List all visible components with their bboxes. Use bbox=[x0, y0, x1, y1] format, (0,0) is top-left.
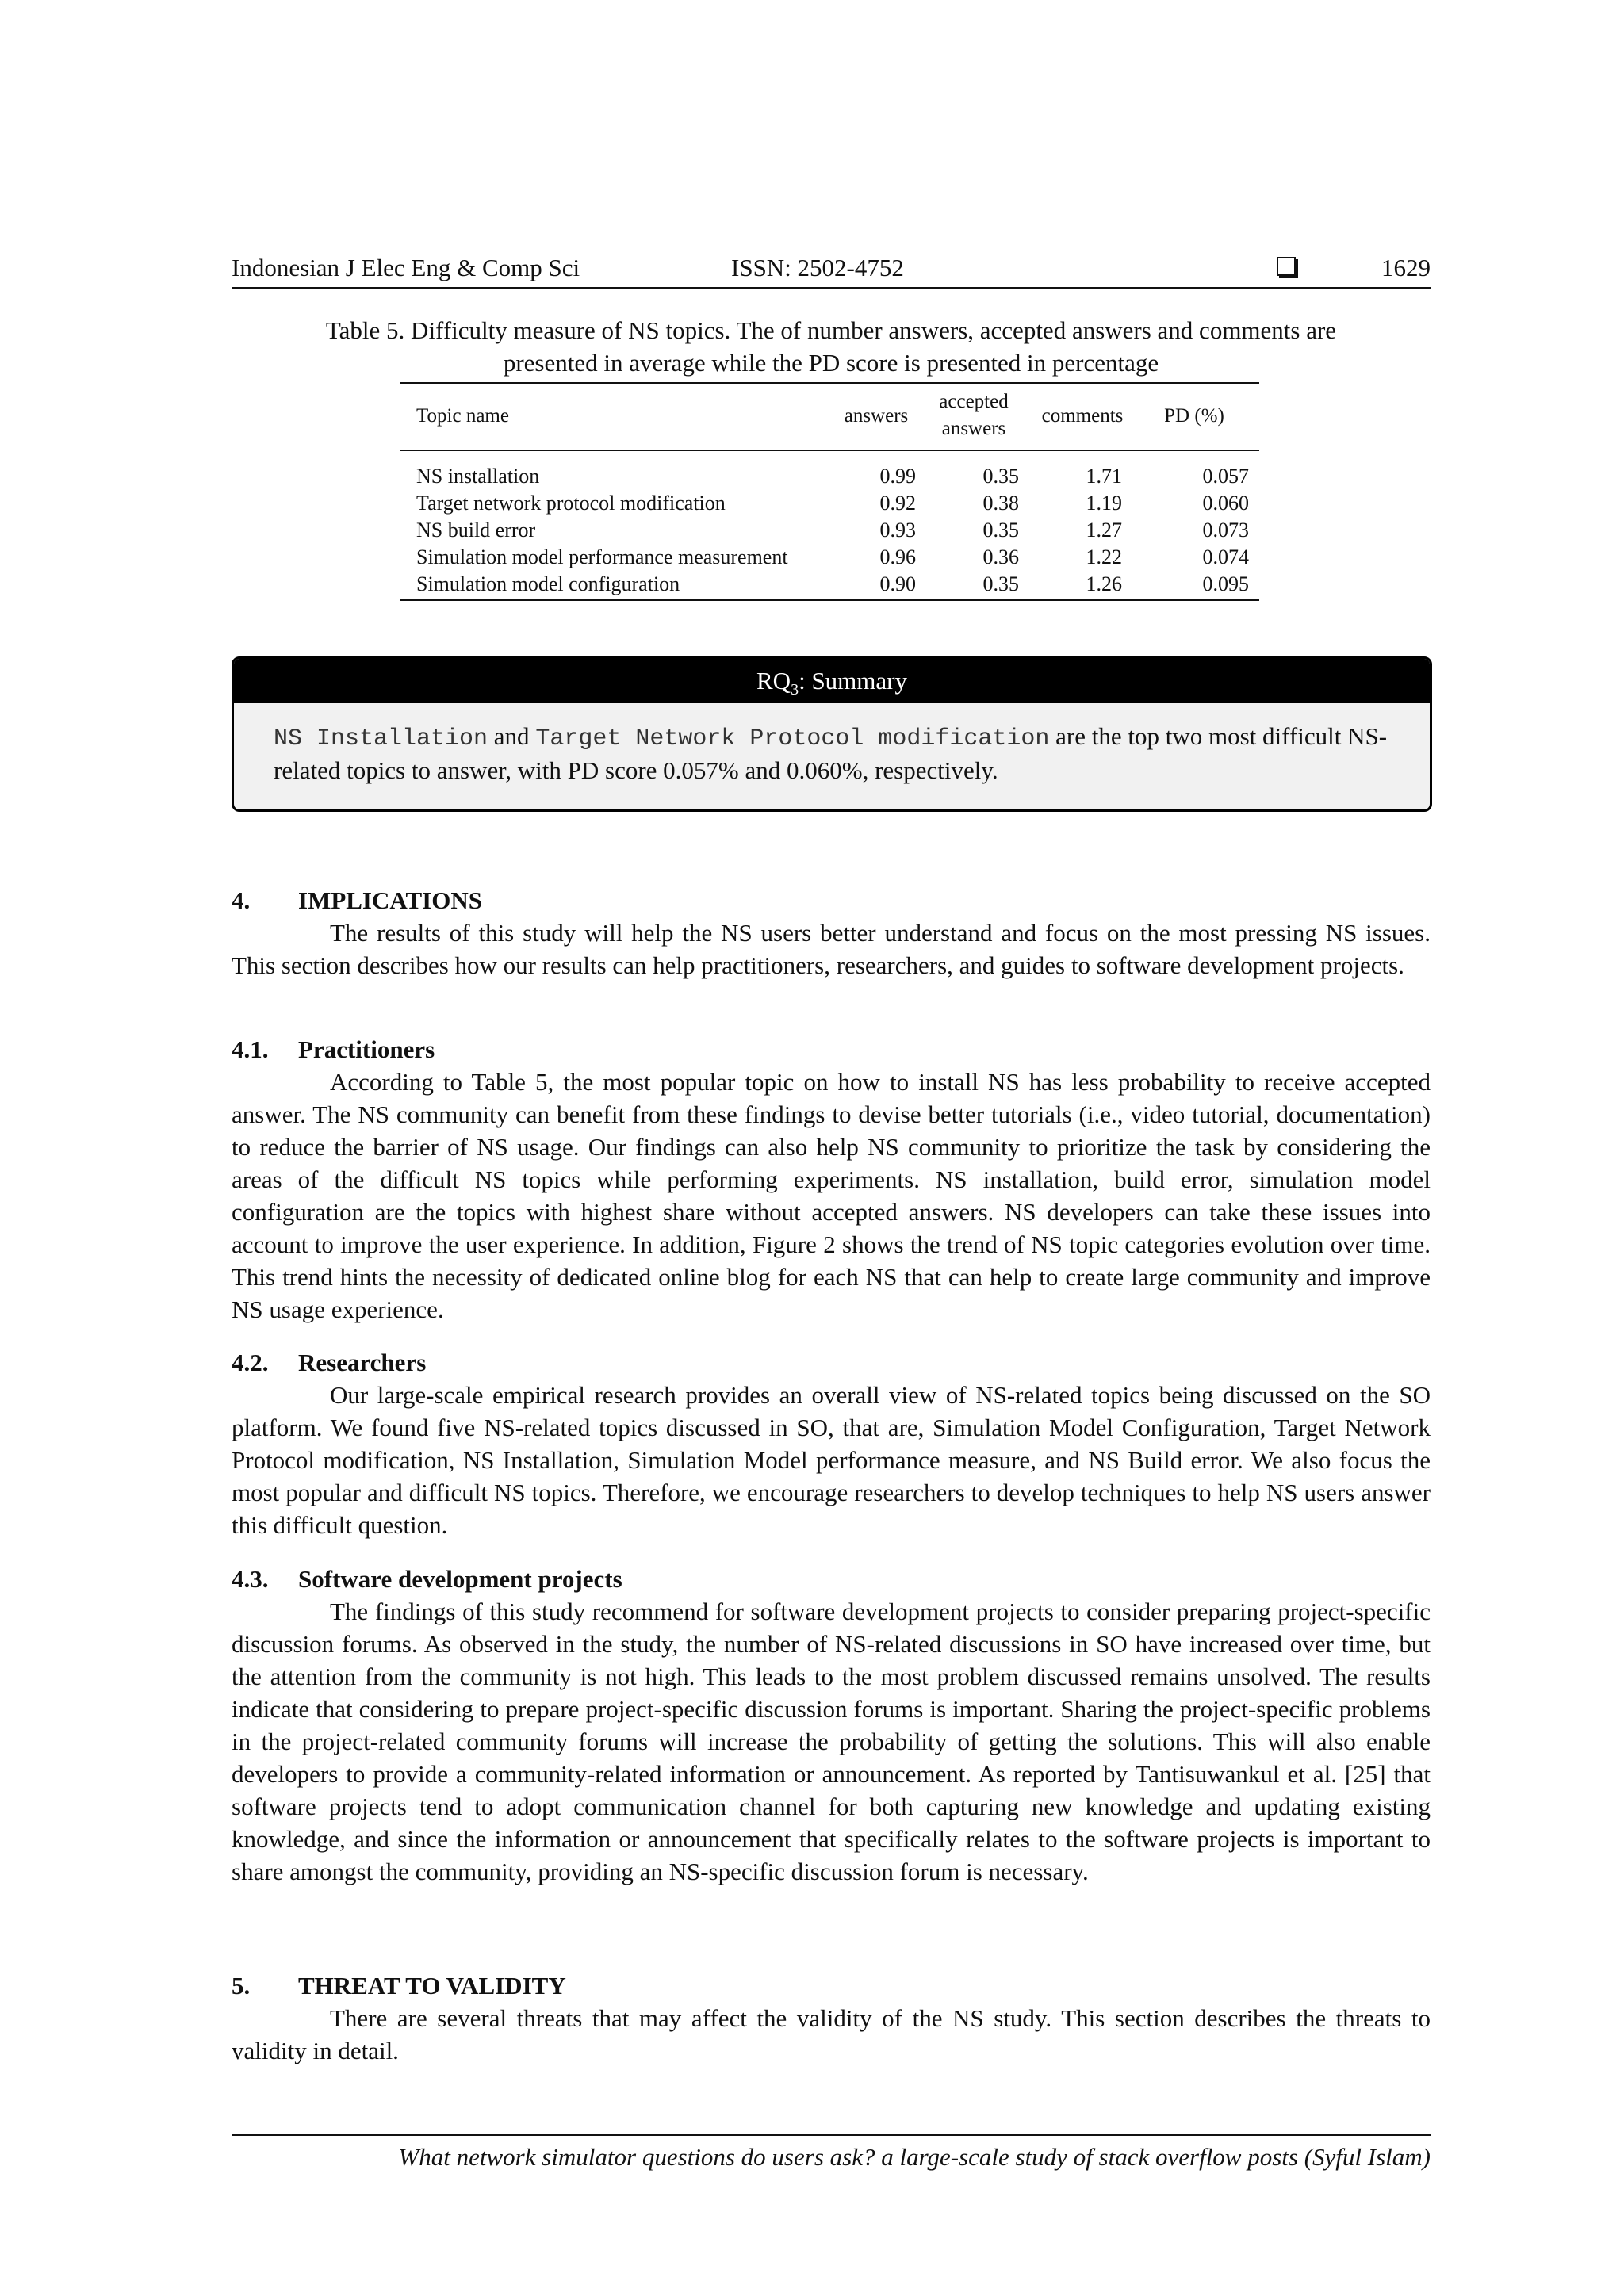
summary-code-target-protocol: Target Network Protocol modification bbox=[535, 725, 1050, 752]
cell-pd: 0.073 bbox=[1202, 519, 1249, 541]
section-number: 4. bbox=[232, 886, 251, 914]
cell-answers: 0.92 bbox=[879, 492, 916, 515]
section-heading-5 bbox=[232, 1969, 566, 2002]
cell-accepted: 0.35 bbox=[982, 465, 1019, 488]
summary-code-ns-installation: NS Installation bbox=[274, 725, 488, 752]
section-title: Practitioners bbox=[298, 1035, 435, 1063]
cell-topic: NS installation bbox=[416, 465, 540, 488]
cell-pd: 0.057 bbox=[1202, 465, 1249, 488]
running-header bbox=[232, 252, 1431, 289]
section-title: Software development projects bbox=[298, 1565, 622, 1593]
rq3-summary-box bbox=[232, 656, 1432, 812]
footer-rule bbox=[232, 2134, 1431, 2136]
cell-answers: 0.93 bbox=[879, 519, 916, 541]
section-title: THREAT TO VALIDITY bbox=[298, 1972, 566, 1999]
issn: ISSN: 2502-4752 bbox=[731, 254, 904, 281]
cell-topic: Target network protocol modification bbox=[416, 492, 726, 515]
summary-title-subscript: 3 bbox=[791, 681, 799, 699]
paragraph-threats: There are several threats that may affect the validity of the NS study. This section describes the threats to validity in detail. bbox=[232, 2004, 1431, 2064]
paragraph-implications: The results of this study will help the NS users better understand and focus on the most pressing NS issues. This section describes how our results can help practitioners, researchers, and guides to software development projects. bbox=[232, 919, 1431, 979]
cell-accepted: 0.35 bbox=[982, 572, 1019, 595]
square-box-icon bbox=[1277, 257, 1296, 276]
summary-title-suffix: : Summary bbox=[799, 667, 907, 695]
summary-text: are the top two most difficult NS-related topics to answer, with PD score 0.057% and 0.060%, respectively. bbox=[274, 722, 1388, 784]
section-number: 4.1. bbox=[232, 1035, 269, 1063]
paragraph-software-projects: The findings of this study recommend for software development projects to consider preparing project-specific discussion forums. As observed in the study, the number of NS-related discussions in SO have increased over time, but the attention from the community is not high. This leads to the most problem discussed remains unsolved. The results indicate that considering to prepare project-specific discussion forums is important. Sharing the project-specific problems in the project-related community forums will increase the probability of getting the solutions. This will also enable developers to provide a community-related information or announcement. As reported by Tantisuwankul et al. [25] that software projects tend to adopt communication channel for both capturing new knowledge and updating existing knowledge, and since the information or announcement that specifically relates to the software projects is important to share amongst the community, providing an NS-specific discussion forum is necessary. bbox=[232, 1598, 1431, 1885]
cell-comments: 1.71 bbox=[1086, 465, 1122, 488]
cell-answers: 0.90 bbox=[879, 572, 916, 595]
cell-pd: 0.074 bbox=[1202, 545, 1249, 568]
cell-accepted: 0.36 bbox=[982, 545, 1019, 568]
table-mid-rule bbox=[400, 450, 1259, 451]
col-header-topic: Topic name bbox=[416, 405, 509, 427]
journal-name: Indonesian J Elec Eng & Comp Sci bbox=[232, 254, 580, 281]
section-title: Researchers bbox=[298, 1349, 427, 1376]
summary-title bbox=[234, 659, 1430, 703]
section-title: IMPLICATIONS bbox=[298, 886, 482, 914]
cell-comments: 1.27 bbox=[1086, 519, 1122, 541]
paragraph-practitioners: According to Table 5, the most popular topic on how to install NS has less probability to receive accepted answer. The NS community can benefit from these findings to devise better tutorials (i.e., video tutorial, documentation) to reduce the barrier of NS usage. Our findings can also help NS community to prioritize the task by considering the areas of the difficult NS topics while performing experiments. NS installation, build error, simulation model configuration are the topics with highest share without accepted answers. NS developers can take these issues into account to improve the user experience. In addition, Figure 2 shows the trend of NS topic categories evolution over time. This trend hints the necessity of dedicated online blog for each NS that can help to create large community and improve NS usage experience. bbox=[232, 1068, 1431, 1323]
section-heading-4 bbox=[232, 884, 482, 916]
col-header-accepted bbox=[930, 388, 1017, 442]
cell-comments: 1.19 bbox=[1086, 492, 1122, 515]
table-bottom-rule bbox=[400, 599, 1259, 601]
col-header-accepted-line-1: accepted bbox=[939, 391, 1009, 412]
summary-body bbox=[234, 703, 1430, 786]
cell-answers: 0.96 bbox=[879, 545, 916, 568]
cell-pd: 0.095 bbox=[1202, 572, 1249, 595]
table-row bbox=[400, 490, 1259, 517]
section-number: 5. bbox=[232, 1972, 251, 1999]
table-caption-line-2: presented in average while the PD score is presented in percentage bbox=[503, 349, 1159, 377]
cell-pd: 0.060 bbox=[1202, 492, 1249, 515]
cell-topic: NS build error bbox=[416, 519, 536, 541]
summary-title-prefix: RQ bbox=[756, 667, 791, 695]
cell-comments: 1.26 bbox=[1086, 572, 1122, 595]
summary-and: and bbox=[493, 722, 530, 750]
cell-topic: Simulation model performance measurement bbox=[416, 545, 788, 568]
cell-comments: 1.22 bbox=[1086, 545, 1122, 568]
table-row bbox=[400, 517, 1259, 544]
table-caption bbox=[262, 314, 1400, 379]
footer-citation: What network simulator questions do users ask? a large-scale study of stack overflow posts (Syful Islam) bbox=[398, 2143, 1431, 2171]
table-row bbox=[400, 544, 1259, 571]
section-number: 4.3. bbox=[232, 1565, 269, 1593]
table-top-rule bbox=[400, 382, 1259, 384]
cell-topic: Simulation model configuration bbox=[416, 572, 680, 595]
table-caption-line-1: Table 5. Difficulty measure of NS topics. The of number answers, accepted answers and comments are bbox=[325, 316, 1337, 344]
col-header-comments: comments bbox=[1041, 405, 1124, 427]
section-heading-4-2 bbox=[232, 1346, 426, 1379]
table-row bbox=[400, 571, 1259, 598]
section-heading-4-1 bbox=[232, 1033, 435, 1066]
table-row bbox=[400, 463, 1259, 490]
col-header-accepted-line-2: answers bbox=[941, 418, 1006, 439]
cell-accepted: 0.38 bbox=[982, 492, 1019, 515]
col-header-answers: answers bbox=[844, 405, 909, 427]
paragraph-researchers: Our large-scale empirical research provides an overall view of NS-related topics being discussed on the SO platform. We found five NS-related topics discussed in SO, that are, Simulation Model Configuration, Target Network Protocol modification, NS Installation, Simulation Model performance measure, and NS Build error. We also focus the most popular and difficult NS topics. Therefore, we encourage researchers to develop techniques to help NS users answer this difficult question. bbox=[232, 1381, 1431, 1539]
section-number: 4.2. bbox=[232, 1349, 269, 1376]
cell-accepted: 0.35 bbox=[982, 519, 1019, 541]
cell-answers: 0.99 bbox=[879, 465, 916, 488]
table-body bbox=[400, 463, 1259, 598]
section-heading-4-3 bbox=[232, 1563, 622, 1595]
page-number: 1629 bbox=[1381, 254, 1431, 281]
col-header-pd: PD (%) bbox=[1164, 405, 1224, 427]
